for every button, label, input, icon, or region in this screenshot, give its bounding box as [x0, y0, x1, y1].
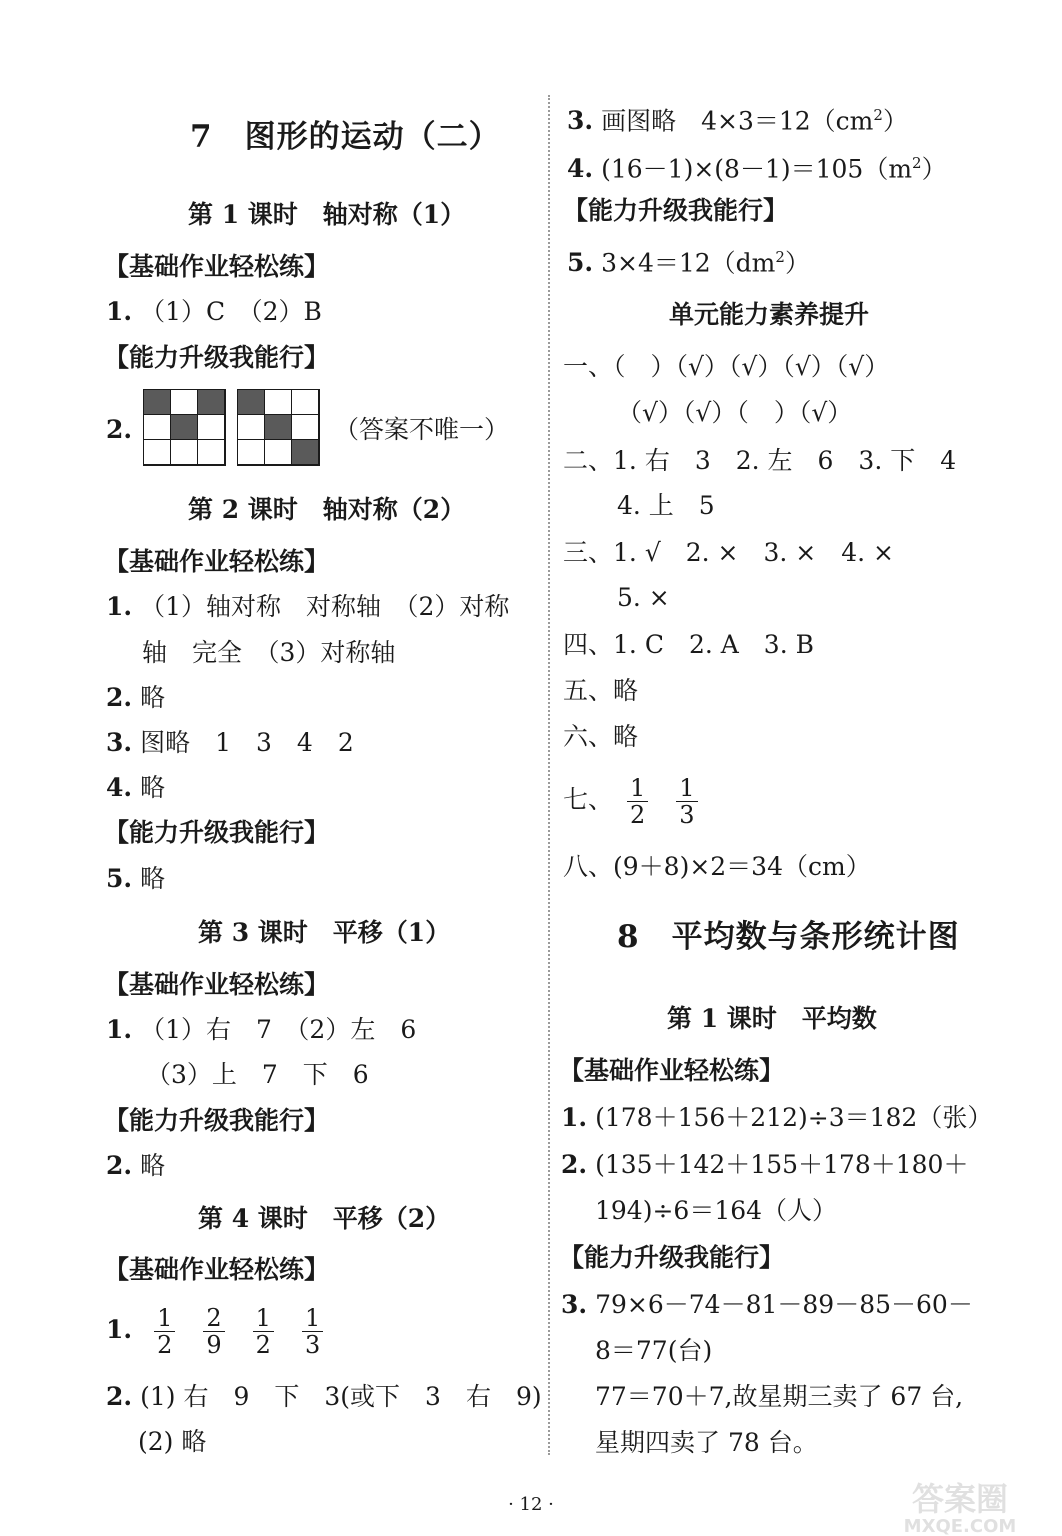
answer-line: 1. (178＋156＋212)÷3＝182（张）	[561, 1103, 993, 1132]
answer-line: 4. 上 5	[617, 491, 715, 520]
fraction	[627, 775, 648, 828]
answer-line: 5. ×	[617, 583, 670, 612]
fraction-numerator: 2	[203, 1305, 224, 1332]
watermark-logo	[870, 1476, 1050, 1536]
section-basic: 【基础作业轻松练】	[559, 1056, 785, 1085]
grid-figure-1	[143, 389, 226, 466]
answer-line: 轴 完全 （3）对称轴	[142, 638, 396, 667]
answer-number: 2.	[106, 415, 133, 444]
answer-line: 4. $(16-1)\times(8-1)=105(m^2)$	[567, 154, 947, 184]
fraction-denominator: 3	[679, 801, 695, 829]
fraction	[302, 1305, 323, 1358]
answer-line: 四、1. C 2. A 3. B	[563, 630, 814, 659]
lesson-4-title: 第 4 课时 平移（2）	[198, 1204, 451, 1233]
answer-line: 2. (135＋142＋155＋178＋180＋	[561, 1150, 969, 1179]
answer-line: 1. （1）右 7 （2）左 6	[106, 1015, 417, 1044]
chapter-8-title: 8 平均数与条形统计图	[617, 919, 960, 955]
lesson-title: 第 1 课时 平均数	[667, 1004, 877, 1033]
answer-line: 77＝70＋7,故星期三卖了 67 台,	[595, 1382, 964, 1411]
watermark-subtext: MXQE.COM	[903, 1516, 1017, 1536]
lesson-1-title: 第 1 课时 轴对称（1）	[188, 200, 466, 229]
section-basic: 【基础作业轻松练】	[104, 252, 330, 281]
fraction-denominator: 9	[206, 1331, 222, 1359]
answer-line-fractions: 七、 $\frac{1}{2}$ $\frac{1}{3}$	[563, 770, 712, 830]
answer-line: 2. (1) 右 9 下 3(或下 3 右 9)	[106, 1382, 542, 1411]
answer-line: 1. （1）轴对称 对称轴 （2）对称	[106, 592, 510, 621]
lesson-2-title: 第 2 课时 轴对称（2）	[188, 495, 466, 524]
answer-line: （3）上 7 下 6	[146, 1060, 369, 1089]
answer-line: 八、(9＋8)×2＝34（cm）	[563, 852, 871, 881]
section-basic: 【基础作业轻松练】	[104, 1255, 330, 1284]
fraction	[203, 1305, 224, 1358]
answer-line: 8＝77(台)	[595, 1336, 713, 1365]
answer-line: (2) 略	[138, 1427, 207, 1456]
fraction	[154, 1305, 175, 1358]
fraction	[676, 775, 697, 828]
grid-figure-2	[237, 389, 320, 466]
answer-line: 2. 略	[106, 1151, 166, 1180]
section-ability: 【能力升级我能行】	[104, 818, 330, 847]
answer-line: 星期四卖了 78 台。	[595, 1428, 818, 1457]
fraction-numerator: 1	[627, 775, 648, 802]
section-ability: 【能力升级我能行】	[104, 1106, 330, 1135]
fraction-numerator: 1	[253, 1305, 274, 1332]
answer-line-fractions: 1. $\frac{1}{2}$ $\frac{2}{9}$ $\frac{1}{2}$ $\frac{1}{3}$	[106, 1300, 337, 1360]
fraction-numerator: 1	[676, 775, 697, 802]
fraction-numerator: 1	[154, 1305, 175, 1332]
answer-line: 194)÷6＝164（人）	[595, 1196, 838, 1225]
answer-line: 5. 略	[106, 864, 166, 893]
answer-line: 2. 略	[106, 683, 166, 712]
fraction	[253, 1305, 274, 1358]
page-number: · 12 ·	[508, 1494, 554, 1515]
answer-note: （答案不唯一）	[334, 415, 510, 444]
fraction-denominator: 3	[304, 1331, 321, 1359]
section-ability: 【能力升级我能行】	[559, 1243, 785, 1272]
watermark-text: 答案圈	[911, 1480, 1009, 1518]
chapter-7-title: 7 图形的运动（二）	[190, 119, 501, 155]
answer-line: 1. （1）C （2）B	[106, 297, 322, 326]
answer-line: 二、1. 右 3 2. 左 6 3. 下 4	[563, 446, 957, 475]
answer-line: （√）（√）（ ）（√）	[617, 398, 853, 427]
unit-review-title: 单元能力素养提升	[669, 300, 870, 329]
fraction-denominator: 2	[630, 801, 646, 829]
section-basic: 【基础作业轻松练】	[104, 547, 330, 576]
answer-line: 4. 略	[106, 773, 166, 802]
section-ability: 【能力升级我能行】	[104, 343, 330, 372]
lesson-3-title: 第 3 课时 平移（1）	[198, 918, 451, 947]
answer-line: 三、1. √ 2. × 3. × 4. ×	[563, 538, 894, 567]
column-divider	[548, 95, 550, 1455]
answer-line: 3. 图略 1 3 4 2	[106, 728, 354, 757]
fraction-numerator: 1	[302, 1305, 323, 1332]
answer-line: 3. 画图略 $4\times 3=12(cm^2)$	[567, 106, 908, 136]
answer-line: 六、略	[563, 722, 639, 751]
fraction-denominator: 2	[157, 1331, 173, 1359]
answer-line: 5. $3\times 4=12(dm^2)$	[567, 248, 810, 278]
answer-line: 3. 79×6－74－81－89－85－60－	[561, 1290, 973, 1319]
answer-line: 一、（ ）（√）（√）（√）（√）	[563, 352, 890, 381]
section-basic: 【基础作业轻松练】	[104, 970, 330, 999]
answer-line: 五、略	[563, 676, 639, 705]
section-ability: 【能力升级我能行】	[563, 196, 789, 225]
fraction-denominator: 2	[255, 1331, 271, 1359]
